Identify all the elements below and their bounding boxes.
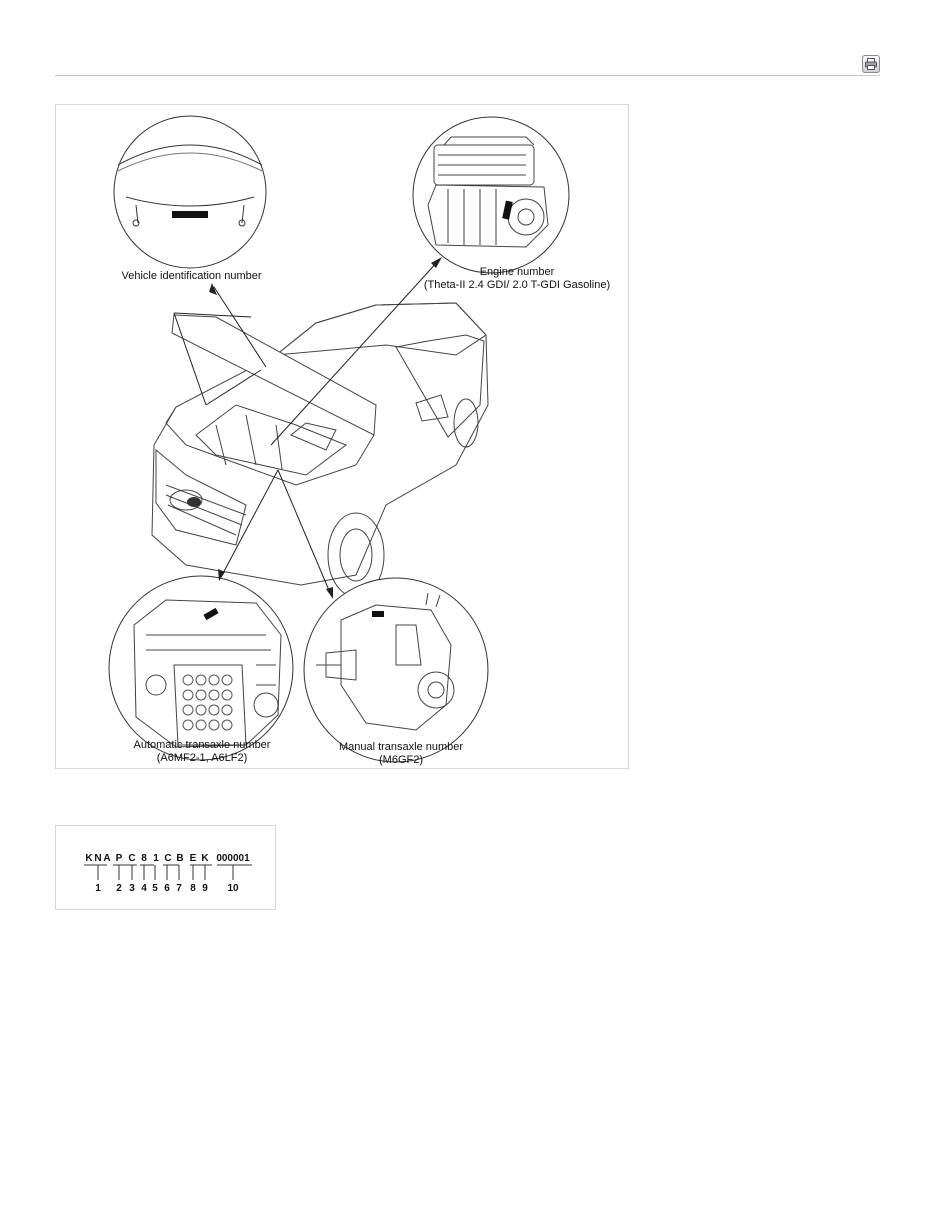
vin-position-number: 3 <box>129 883 135 894</box>
vin-char: B <box>176 853 184 864</box>
vin-position-number: 9 <box>202 883 208 894</box>
vehicle-id-locations-figure <box>55 104 629 769</box>
vin-char: C <box>128 853 136 864</box>
manual-transaxle-label-line1: Manual transaxle number <box>338 741 464 753</box>
print-button[interactable] <box>862 55 880 73</box>
auto-transaxle-label-line2: (A6MF2-1, A6LF2) <box>156 752 248 764</box>
header-divider <box>55 75 880 76</box>
auto-transaxle-label-line1: Automatic transaxle number <box>133 739 271 751</box>
engine-caption <box>422 266 612 292</box>
auto-transaxle-caption <box>114 739 290 765</box>
engine-detail-circle <box>413 117 569 273</box>
vin-char: K <box>201 853 209 864</box>
vin-position-number: 10 <box>227 883 239 894</box>
vin-position-number: 7 <box>176 883 182 894</box>
manual-transaxle-detail-circle <box>304 578 488 762</box>
vin-char: 8 <box>141 853 147 864</box>
vin-char: P <box>115 853 123 864</box>
vin-char: 1 <box>153 853 159 864</box>
auto-transaxle-detail-circle <box>109 576 293 760</box>
vin-char: K <box>85 853 93 864</box>
vin-position-number: 2 <box>116 883 122 894</box>
vin-char: C <box>164 853 172 864</box>
vin-char-serial: 000001 <box>216 853 250 864</box>
engine-label-line1: Engine number <box>479 266 555 278</box>
vin-detail-circle <box>114 116 266 268</box>
vin-structure-diagram <box>55 825 276 910</box>
vin-position-number: 5 <box>152 883 158 894</box>
vin-char: N <box>94 853 102 864</box>
vin-position-number: 1 <box>95 883 101 894</box>
vin-label: Vehicle identification number <box>121 270 262 282</box>
engine-label-line2: (Theta-II 2.4 GDI/ 2.0 T-GDI Gasoline) <box>423 279 611 291</box>
vin-position-number: 4 <box>141 883 147 894</box>
vin-position-number: 6 <box>164 883 170 894</box>
manual-transaxle-label-line2: (M6GF2) <box>379 754 423 766</box>
printer-icon <box>864 57 878 71</box>
manual-transaxle-caption <box>326 741 476 767</box>
vehicle-illustration <box>56 105 630 770</box>
vin-char: E <box>189 853 197 864</box>
vin-caption <box>114 270 269 283</box>
vin-diagram-lines <box>56 826 277 911</box>
vin-position-number: 8 <box>190 883 196 894</box>
vin-char: A <box>103 853 111 864</box>
